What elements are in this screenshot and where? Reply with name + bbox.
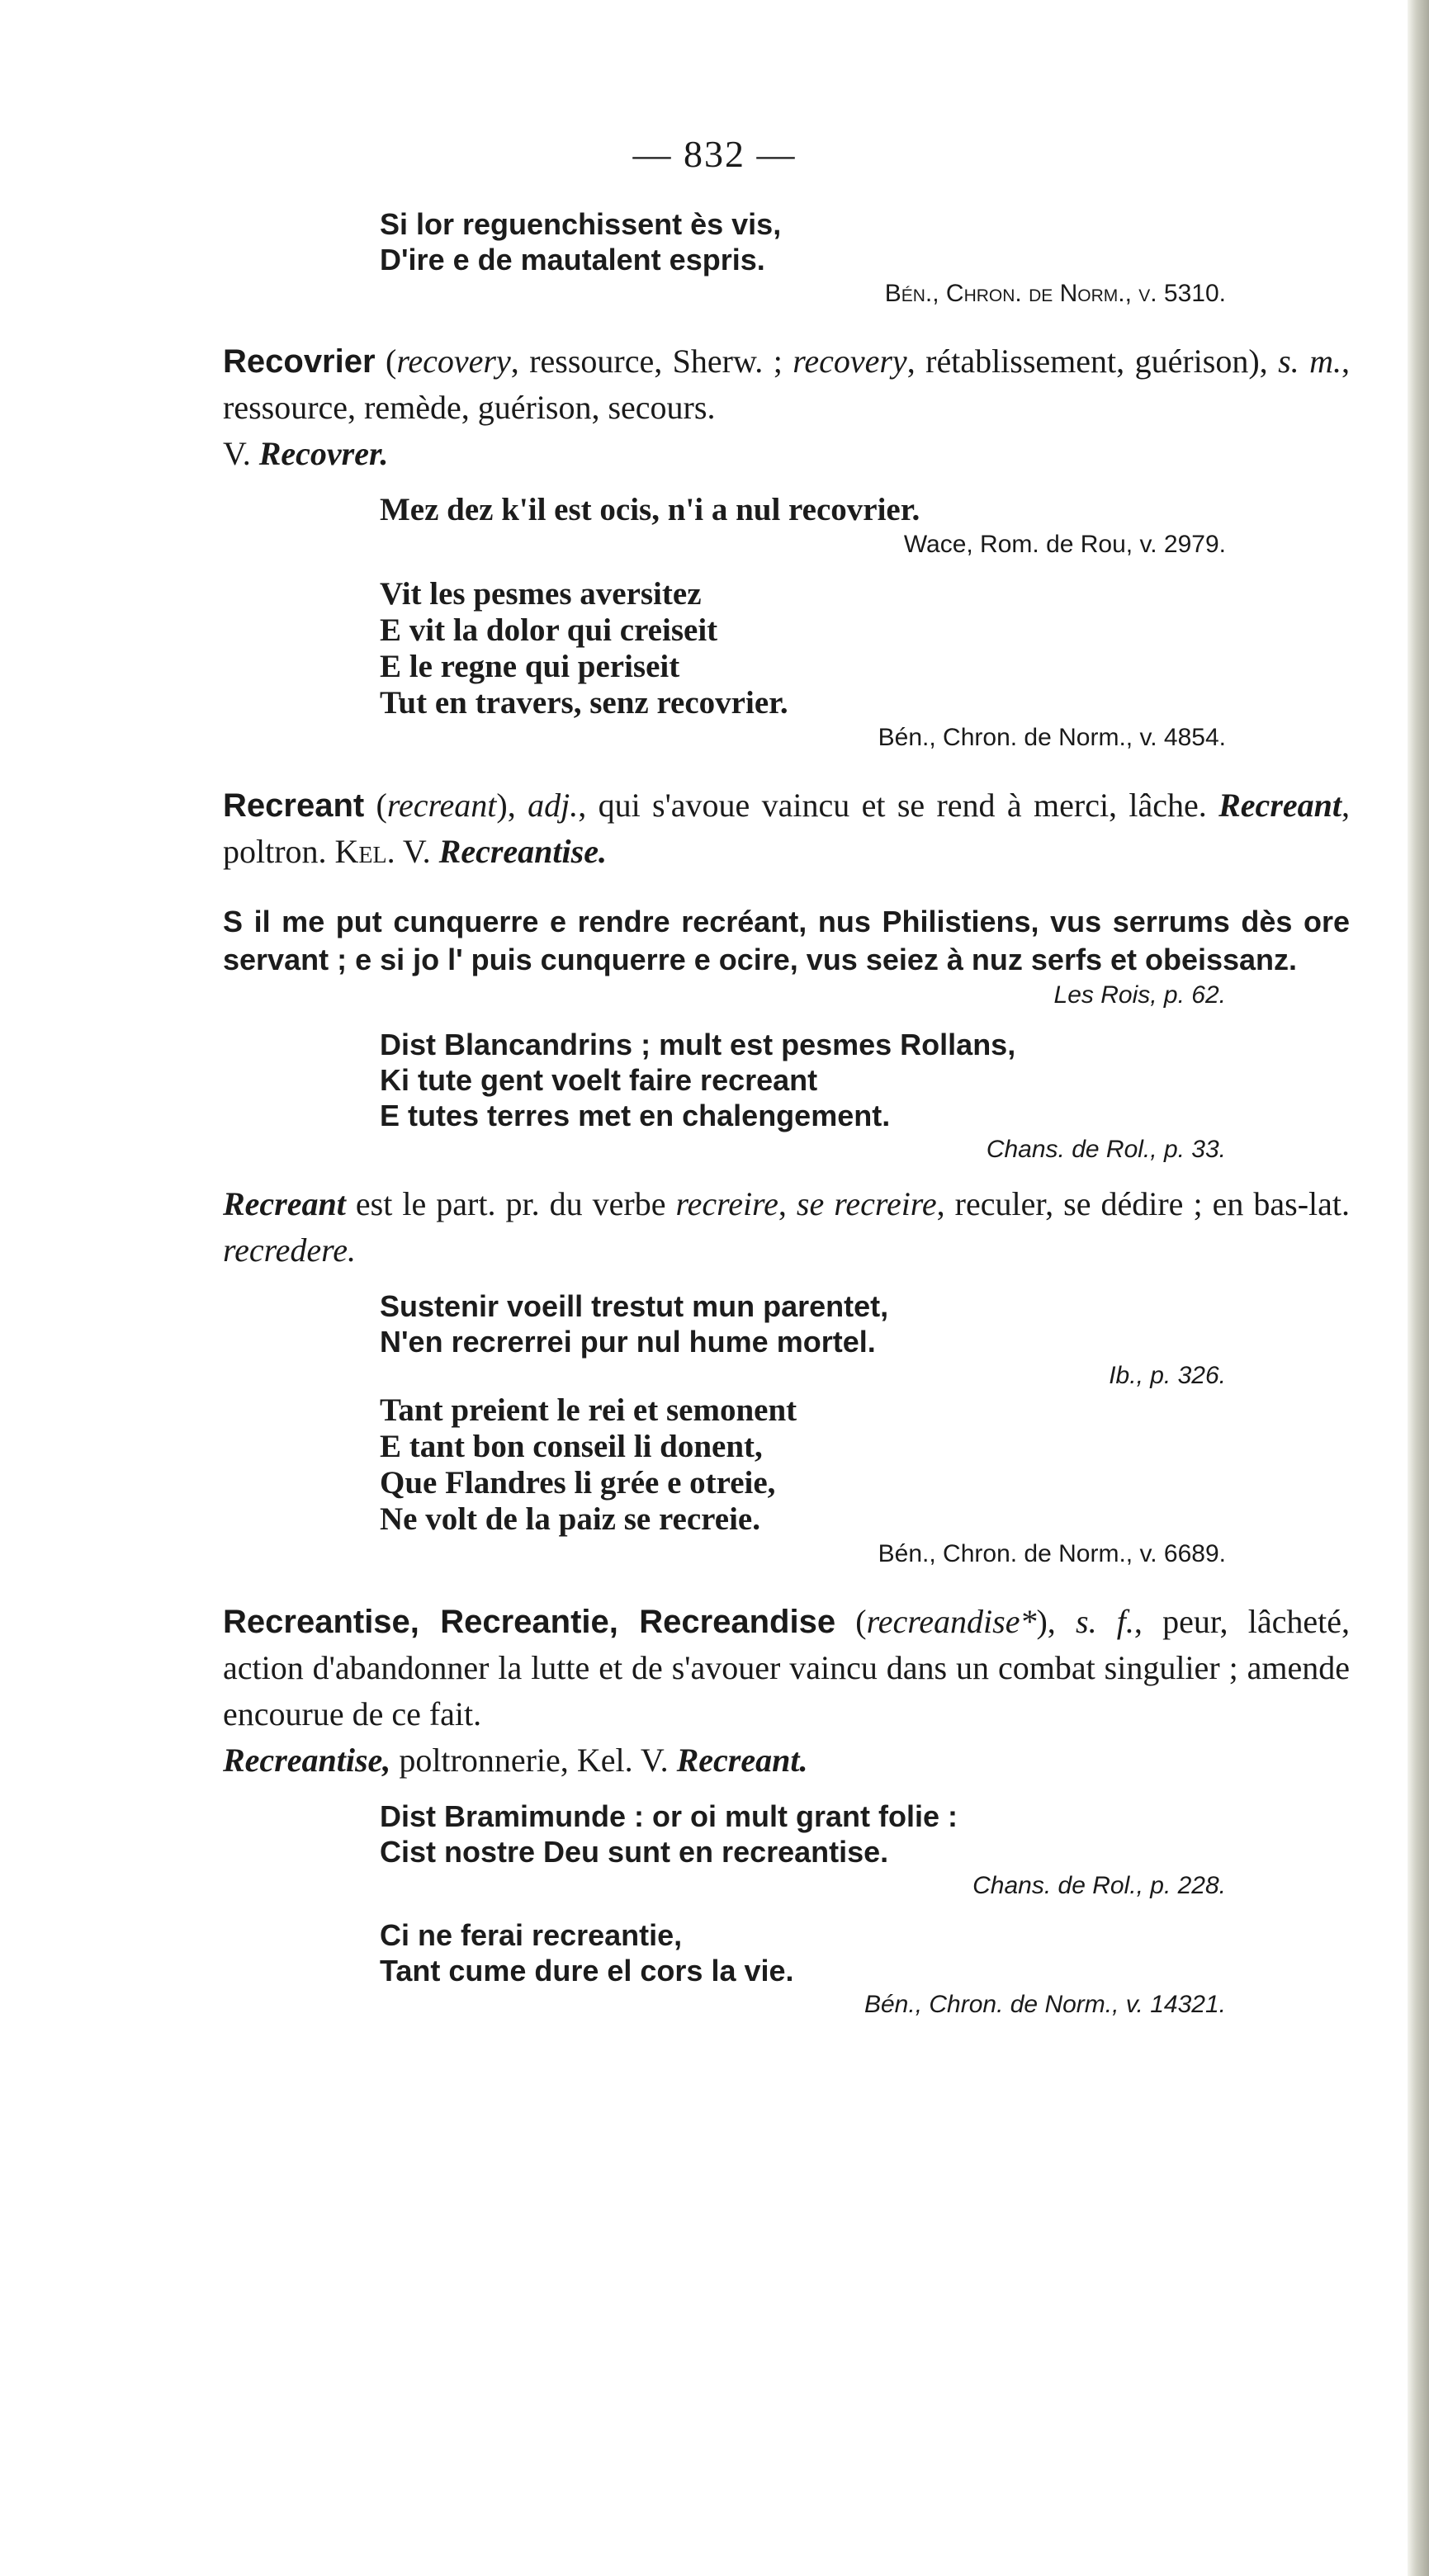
prose-quote: S il me put cunquerre e rendre recréant, nus Philistiens, vus serrums dès ore servant ; e si jo l' puis cunquerre e ocire, vus seiez à nuz serfs et obeissanz. [223,905,1350,976]
citation: Chans. de Rol., p. 228. [972,1872,1226,1899]
definition: Recovrier (recovery, ressource, Sherw. ; recovery, rétablissement, guérison), s. m., ressource, remède, guérison, secours. V. Recovrer. [223,343,1350,472]
verse-line: Que Flandres li grée e otreie, [380,1465,776,1501]
verse-line: E tant bon conseil li donent, [380,1429,763,1464]
entry-recovrier [223,338,1350,754]
continuation-quote [223,206,1350,310]
verse-line: Cist nostre Deu sunt en recreantise. [380,1835,889,1869]
verse-line: Vit les pesmes aversitez [380,576,702,612]
verse-line: E vit la dolor qui creiseit [380,612,718,648]
headword: Recreantise, Recreantie, Recreandise [223,1604,836,1640]
verse-line: Tut en travers, senz recovrier. [380,685,788,721]
page-edge [1408,0,1429,2576]
verse-line: Mez dez k'il est ocis, n'i a nul recovrier. [380,492,920,527]
verse-line: Ne volt de la paiz se recreie. [380,1501,760,1537]
verse-line: Ki tute gent voelt faire recreant [380,1063,818,1097]
headword: Recreant [223,787,365,824]
see-reference: Recovrer. [258,435,389,472]
verse-line: E tutes terres met en chalengement. [380,1099,891,1132]
verse-line: Tant cume dure el cors la vie. [380,1954,794,1988]
verse-line: E le regne qui periseit [380,649,680,684]
verse-line: Si lor reguenchissent ès vis, [380,207,782,241]
citation: Bén., Chron. de Norm., v. 4854. [878,724,1226,751]
entry-recreant [223,782,1350,1571]
see-reference: Recreant. [676,1742,808,1779]
citation: Bén., Chron. de Norm., v. 14321. [864,1991,1226,2018]
citation: Wace, Rom. de Rou, v. 2979. [903,531,1226,558]
headword: Recovrier [223,343,376,380]
definition: Recreantise, Recreantie, Recreandise (recreandise*), s. f., peur, lâcheté, action d'abandonner la lutte et de s'avouer vaincu dans un combat singulier ; amende encourue de ce fait. [223,1603,1350,1732]
verse-line: Ci ne ferai recreantie, [380,1918,683,1952]
verse-line: Sustenir voeill trestut mun parentet, [380,1289,889,1323]
verse-line: D'ire e de mautalent espris. [380,243,765,277]
citation: Chans. de Rol., p. 33. [986,1136,1226,1163]
citation: Bén., Chron. de Norm., v. 5310. [884,280,1226,307]
verse-line: N'en recrerrei pur nul hume mortel. [380,1325,876,1359]
sub-definition: Recreantise, poltronnerie, Kel. V. Recreant. [223,1742,808,1779]
note: Recreant est le part. pr. du verbe recreire, se recreire, reculer, se dédire ; en bas-lat. recredere. [223,1185,1350,1269]
see-reference: Recreantise. [438,833,607,870]
citation: Les Rois, p. 62. [1053,981,1226,1009]
citation: Bén., Chron. de Norm., v. 6689. [878,1540,1226,1567]
entry-recreantise [223,1599,1350,2021]
citation: Ib., p. 326. [1109,1362,1226,1389]
verse-line: Dist Bramimunde : or oi mult grant folie : [380,1799,958,1833]
dictionary-entries [223,206,1350,2021]
page-number: — 832 — [632,133,797,175]
verse-line: Tant preient le rei et semonent [380,1392,797,1428]
verse-line: Dist Blancandrins ; mult est pesmes Rollans, [380,1028,1016,1061]
definition: Recreant (recreant), adj., qui s'avoue vaincu et se rend à merci, lâche. Recreant, poltron. Kel. V. Recreantise. [223,787,1350,870]
